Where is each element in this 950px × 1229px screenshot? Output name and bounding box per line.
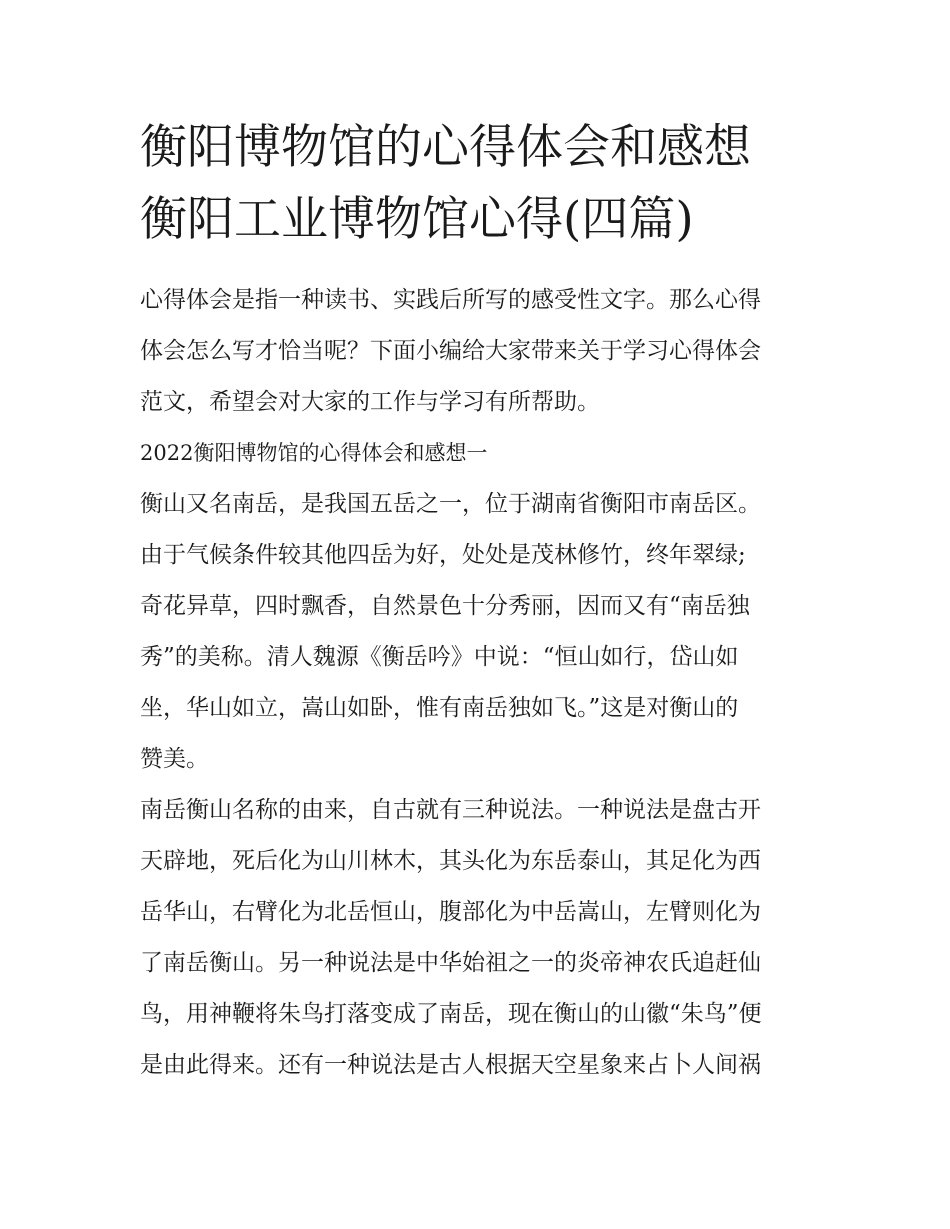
paragraph-line: 鸟，用神鞭将朱鸟打落变成了南岳，现在衡山的山徽“朱鸟”便 bbox=[140, 1001, 762, 1027]
paragraph-line: 坐，华山如立，嵩山如卧，惟有南岳独如飞。”这是对衡山的 bbox=[140, 695, 739, 721]
section-heading-text: 2022衡阳博物馆的心得体会和感想一 bbox=[140, 441, 488, 465]
document-body bbox=[140, 275, 820, 1091]
paragraph-line: 岳华山，右臂化为北岳恒山，腹部化为中岳嵩山，左臂则化为 bbox=[140, 899, 761, 925]
paragraph-line: 赞美。 bbox=[140, 746, 209, 772]
intro-line: 范文，希望会对大家的工作与学习有所帮助。 bbox=[140, 389, 600, 415]
title-line-2: 衡阳工业博物馆心得(四篇) bbox=[140, 192, 694, 247]
paragraph-line: 奇花异草，四时飘香，自然景色十分秀丽，因而又有“南岳独 bbox=[140, 593, 750, 619]
document-title bbox=[140, 112, 820, 256]
paragraph-line: 由于气候条件较其他四岳为好，处处是茂林修竹，终年翠绿; bbox=[140, 542, 746, 568]
title-line-1: 衡阳博物馆的心得体会和感想 bbox=[140, 120, 751, 175]
paragraph-line: 衡山又名南岳，是我国五岳之一，位于湖南省衡阳市南岳区。 bbox=[140, 491, 761, 517]
intro-paragraph bbox=[140, 275, 820, 428]
intro-line: 心得体会是指一种读书、实践后所写的感受性文字。那么心得 bbox=[140, 287, 761, 313]
section-heading bbox=[140, 428, 820, 479]
paragraph-1 bbox=[140, 479, 820, 785]
paragraph-line: 了南岳衡山。另一种说法是中华始祖之一的炎帝神农氏追赶仙 bbox=[140, 950, 761, 976]
paragraph-line: 是由此得来。还有一种说法是古人根据天空星象来占卜人间祸 bbox=[140, 1052, 761, 1078]
paragraph-line: 秀”的美称。清人魏源《衡岳吟》中说：“恒山如行，岱山如 bbox=[140, 644, 739, 670]
paragraph-2 bbox=[140, 785, 820, 1091]
paragraph-line: 天辟地，死后化为山川林木，其头化为东岳泰山，其足化为西 bbox=[140, 848, 761, 874]
intro-line: 体会怎么写才恰当呢？下面小编给大家带来关于学习心得体会 bbox=[140, 338, 761, 364]
paragraph-line: 南岳衡山名称的由来，自古就有三种说法。一种说法是盘古开 bbox=[140, 797, 761, 823]
